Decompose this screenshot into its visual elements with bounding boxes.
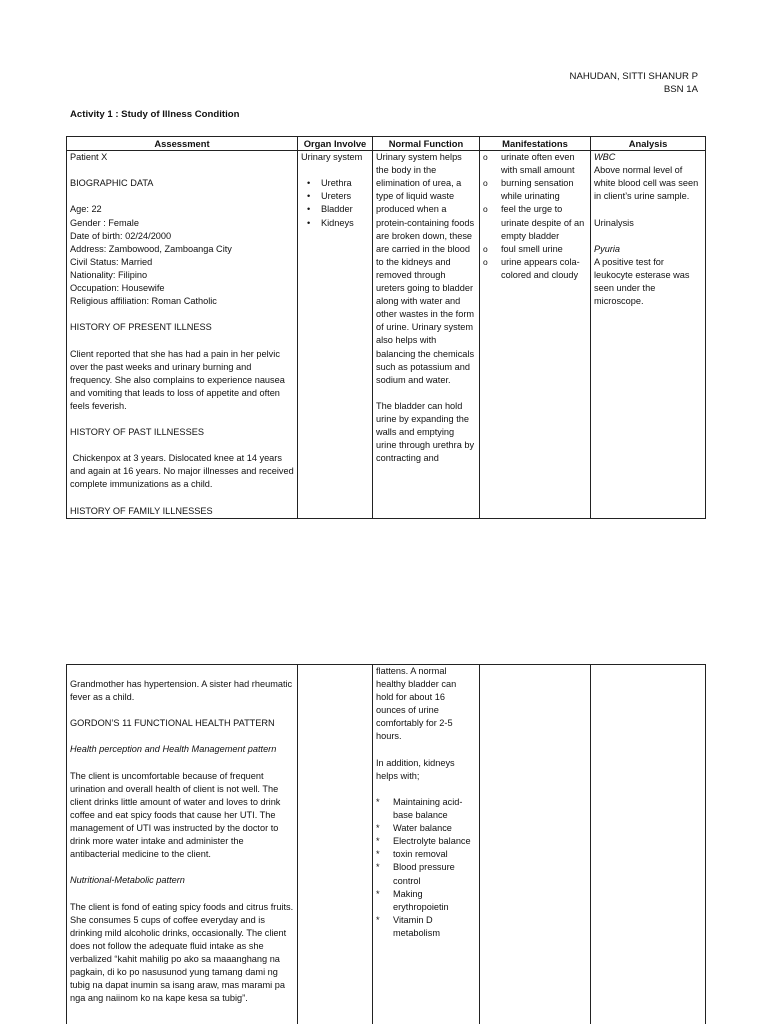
list-item: • Kidneys bbox=[305, 217, 369, 230]
bio-gender: Gender : Female bbox=[70, 217, 139, 228]
student-course: BSN 1A bbox=[663, 83, 698, 95]
bio-occupation: Occupation: Housewife bbox=[70, 283, 165, 294]
list-item: * Water balance bbox=[376, 822, 476, 835]
list-item: o burning sensation while urinating bbox=[483, 177, 587, 203]
list-item: • Bladder bbox=[305, 203, 369, 216]
past-illness-text: Chickenpox at 3 years. Dislocated knee at 14 years and again at 16 years. No major illnesses and received complete immunizations as a child. bbox=[70, 453, 297, 490]
list-item: * toxin removal bbox=[376, 848, 476, 861]
analysis-cell-continued bbox=[591, 665, 706, 1024]
manifestations-list bbox=[483, 151, 587, 282]
hpi-text: Client reported that she has had a pain in her pelvic over the past weeks and urinary burning and frequency. She also complains to experience nausea and vomiting that leads to loss of appetite and often feels feverish. bbox=[70, 348, 285, 411]
bio-religion: Religious affiliation: Roman Catholic bbox=[70, 296, 217, 307]
table-row bbox=[67, 151, 706, 519]
list-item: * Vitamin D metabolism bbox=[376, 914, 476, 940]
col-manifestations: Manifestations bbox=[480, 137, 591, 151]
bio-age: Age: 22 bbox=[70, 204, 102, 215]
hpi-heading: HISTORY OF PRESENT ILLNESS bbox=[70, 322, 212, 333]
list-item: o foul smell urine bbox=[483, 243, 587, 256]
patient-label: Patient X bbox=[70, 152, 108, 163]
activity-title: Activity 1 : Study of Illness Condition bbox=[70, 109, 240, 120]
kidney-functions-list bbox=[376, 796, 476, 940]
illness-table-page-2 bbox=[66, 664, 706, 1024]
illness-table-page-1 bbox=[66, 136, 706, 519]
pyuria-text: A positive test for leukocyte esterase was seen under the microscope. bbox=[594, 256, 690, 307]
urinalysis-label: Urinalysis bbox=[594, 217, 634, 228]
family-illness-text: Grandmother has hypertension. A sister had rheumatic fever as a child. bbox=[70, 679, 293, 703]
analysis-cell bbox=[591, 151, 706, 519]
pyuria-label: Pyuria bbox=[594, 243, 621, 254]
organ-list bbox=[305, 177, 369, 229]
normal-function-cell-continued bbox=[373, 665, 480, 1024]
list-item: o urine appears cola-colored and cloudy bbox=[483, 256, 587, 282]
normal-function-cell bbox=[373, 151, 480, 519]
list-item: * Electrolyte balance bbox=[376, 835, 476, 848]
normal-function-p1: Urinary system helps the body in the elimination of urea, a type of liquid waste produced when a protein-containing foods are broken down, these are carried in the blood to the kidneys and removed through ureters going to bladder along with water and other wastes in the form of urine. Urinary system also helps with balancing the chemicals such as potassium and sodium and water. bbox=[376, 152, 475, 385]
manifestations-cell bbox=[480, 151, 591, 519]
col-organ: Organ Involve bbox=[298, 137, 373, 151]
list-item: • Urethra bbox=[305, 177, 369, 190]
organ-cell bbox=[298, 151, 373, 519]
list-item: o urinate often even with small amount bbox=[483, 151, 587, 177]
normal-function-p2: The bladder can hold urine by expanding the walls and emptying urine through urethra by contracting and bbox=[376, 400, 475, 464]
document-header bbox=[570, 71, 698, 96]
bio-heading: BIOGRAPHIC DATA bbox=[70, 178, 154, 189]
organ-title: Urinary system bbox=[301, 152, 363, 163]
nutritional-text: The client is fond of eating spicy foods and citrus fruits. She consumes 5 cups of coffee everyday and is drinking mild alcoholic drinks, occasionally. The client does not follow the adequate fluid intake as she verbalized “kahit mahilig po ako sa maaanghang na pagkain, di ko po nasusunod yung tamang dami ng tubig na dapat inumin sa isang araw, mas marami pa nga ang naiinom ko na kape kesa sa tubig”. bbox=[70, 901, 294, 1004]
bio-address: Address: Zambowood, Zamboanga City bbox=[70, 243, 232, 254]
normal-function-p4: In addition, kidneys helps with; bbox=[376, 757, 455, 781]
list-item: o feel the urge to urinate despite of an empty bladder bbox=[483, 203, 587, 242]
assessment-cell-continued bbox=[67, 665, 298, 1024]
table-header-row bbox=[67, 137, 706, 151]
assessment-cell bbox=[67, 151, 298, 519]
list-item: • Ureters bbox=[305, 190, 369, 203]
wbc-text: Above normal level of white blood cell was seen in client’s urine sample. bbox=[594, 165, 699, 202]
col-assessment: Assessment bbox=[67, 137, 298, 151]
organ-cell-continued bbox=[298, 665, 373, 1024]
normal-function-p3: flattens. A normal healthy bladder can hold for about 16 ounces of urine comfortably for 2-5 hours. bbox=[376, 666, 457, 742]
manifestations-cell-continued bbox=[480, 665, 591, 1024]
wbc-label: WBC bbox=[594, 152, 616, 163]
bio-nationality: Nationality: Filipino bbox=[70, 269, 148, 280]
gordon-heading: GORDON’S 11 FUNCTIONAL HEALTH PATTERN bbox=[70, 718, 275, 729]
health-perception-text: The client is uncomfortable because of frequent urination and overall health of client is not well. The client drinks little amount of water and loves to drink coffee and eat spicy foods that cause her UTI. The management of UTI was instructed by the doctor to drink more water intake and administer the antibacterial medicine to the client. bbox=[70, 770, 281, 860]
list-item: * Blood pressure control bbox=[376, 861, 476, 887]
bio-civil-status: Civil Status: Married bbox=[70, 256, 153, 267]
col-normal-function: Normal Function bbox=[373, 137, 480, 151]
past-illness-heading: HISTORY OF PAST ILLNESSES bbox=[70, 427, 204, 438]
list-item: * Maintaining acid-base balance bbox=[376, 796, 476, 822]
list-item: * Making erythropoietin bbox=[376, 888, 476, 914]
table-row bbox=[67, 665, 706, 1024]
col-analysis: Analysis bbox=[591, 137, 706, 151]
nutritional-heading: Nutritional-Metabolic pattern bbox=[70, 875, 185, 886]
family-illness-heading: HISTORY OF FAMILY ILLNESSES bbox=[70, 505, 213, 516]
bio-dob: Date of birth: 02/24/2000 bbox=[70, 230, 172, 241]
student-name: NAHUDAN, SITTI SHANUR P bbox=[569, 71, 698, 82]
health-perception-heading: Health perception and Health Management pattern bbox=[70, 744, 277, 755]
